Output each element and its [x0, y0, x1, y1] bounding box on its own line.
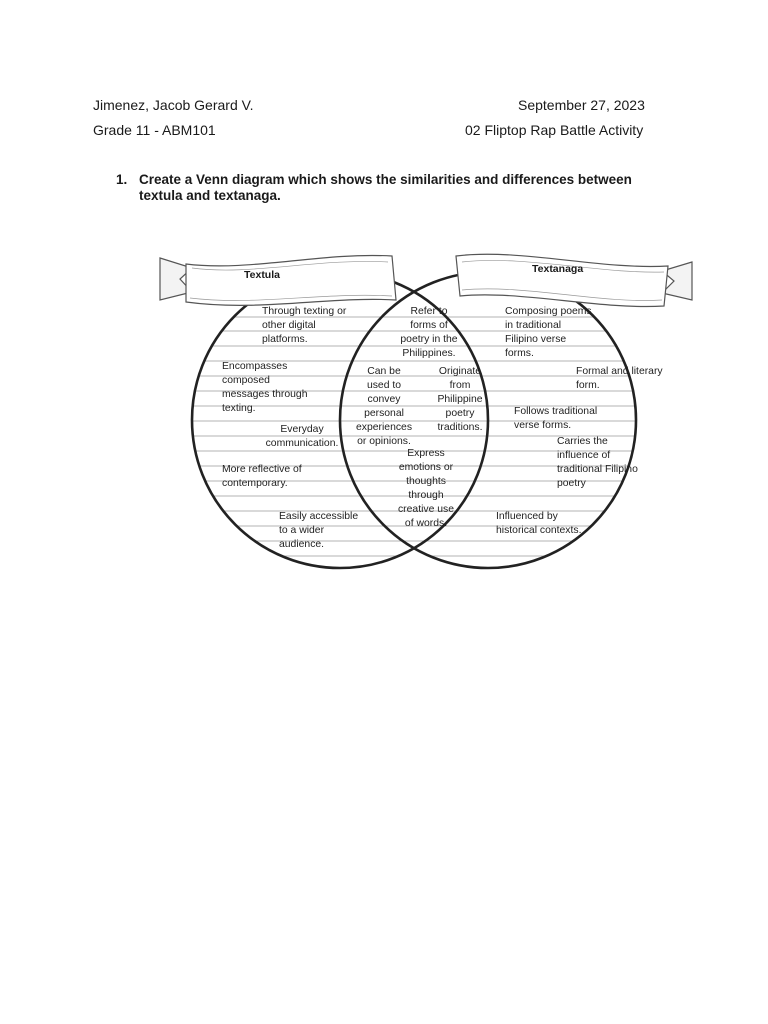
right-item-2: Formal and literary form. — [576, 366, 663, 391]
question-number: 1. — [116, 172, 128, 187]
center-item-4: Express emotions or thoughts through creative use of words. — [397, 448, 455, 529]
left-item-4: More reflective of contemporary. — [222, 464, 302, 489]
right-item-1: Composing poems in traditional Filipino verse forms. — [505, 306, 592, 359]
center-item-3: Originate from Philippine poetry traditions. — [437, 366, 483, 433]
submission-date: September 27, 2023 — [518, 97, 645, 113]
left-set-title: Textula — [244, 269, 280, 281]
activity-title: 02 Fliptop Rap Battle Activity — [465, 122, 644, 138]
grade-section: Grade 11 - ABM101 — [93, 122, 216, 138]
question-text: Create a Venn diagram which shows the similarities and differences between textula and textanaga. — [139, 172, 632, 203]
right-set-title: Textanaga — [532, 263, 584, 275]
left-item-5: Easily accessible to a wider audience. — [279, 511, 359, 550]
right-item-5: Influenced by historical contexts. — [496, 511, 582, 536]
right-item-3: Follows traditional verse forms. — [514, 406, 598, 431]
student-name: Jimenez, Jacob Gerard V. — [93, 97, 254, 113]
left-item-3: Everyday communication. — [265, 424, 339, 449]
left-item-2: Encompasses composed messages through texting. — [222, 361, 308, 414]
right-item-4: Carries the influence of traditional Filipino poetry — [557, 436, 638, 489]
left-item-1: Through texting or other digital platforms. — [262, 306, 347, 345]
center-item-2: Can be used to convey personal experiences or opinions. — [355, 366, 413, 447]
center-item-1: Refer to forms of poetry in the Philippines. — [400, 306, 458, 359]
